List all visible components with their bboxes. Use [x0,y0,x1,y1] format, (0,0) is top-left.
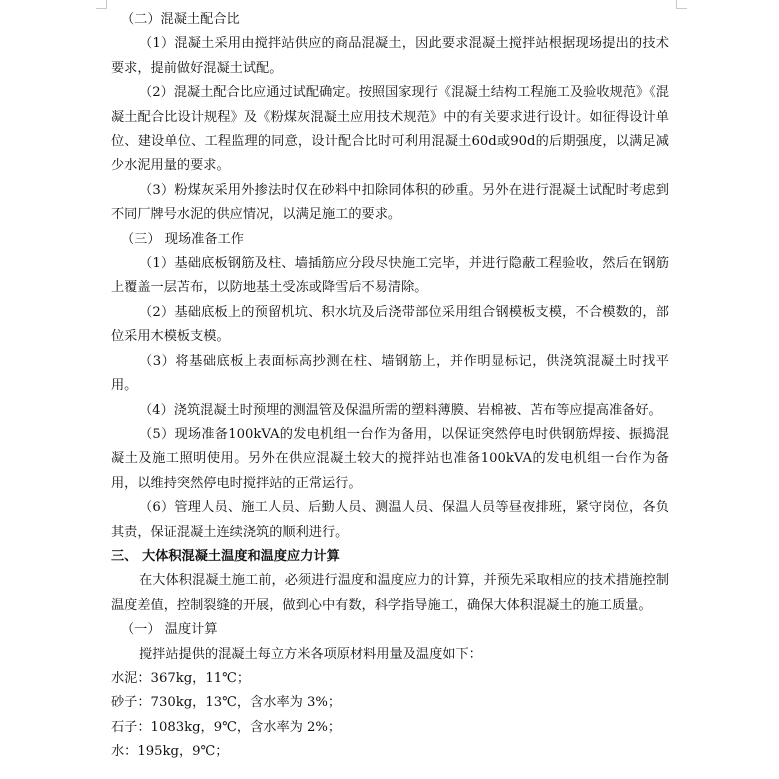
paragraph-mix-3: （3）粉煤灰采用外掺法时仅在砂料中扣除同体积的砂重。另外在进行混凝土试配时考虑到不同厂牌号水泥的供应情况，以满足施工的要求。 [111,182,669,223]
paragraph-temperature-intro: 在大体积混凝土施工前，必须进行温度和温度应力的计算，并预先采取相应的技术措施控制温度差值，控制裂缝的开展，做到心中有数，科学指导施工，确保大体积混凝土的施工质量。 [111,573,669,613]
page-corner-mark-left [96,0,107,9]
material-line-sand: 砂子：730kg，13℃，含水率为 3%； [111,695,342,711]
page-corner-mark-right [676,0,687,9]
document-body [111,8,669,765]
paragraph-prep-6: （6）管理人员、施工人员、后勤人员、测温人员、保温人员等昼夜排班，紧守岗位，各负其责，保证混凝土连续浇筑的顺利进行。 [111,500,669,540]
paragraph-prep-4: （4）浇筑混凝土时预埋的测温管及保温所需的塑料薄膜、岩棉被、苫布等应提高准备好。 [139,402,662,418]
paragraph-prep-1: （1）基础底板钢筋及柱、墙插筋应分段尽快施工完毕，并进行隐蔽工程验收，然后在钢筋上覆盖一层苫布，以防地基土受冻或降雪后不易清除。 [111,256,669,296]
material-line-stone: 石子：1083kg，9℃，含水率为 2%； [111,719,342,735]
paragraph-materials-intro: 搅拌站提供的混凝土每立方米各项原材料用量及温度如下： [139,646,482,662]
section-heading-mix-ratio: （二）混凝土配合比 [121,12,240,27]
paragraph-prep-3: （3）将基础底板上表面标高抄测在柱、墙钢筋上，并作明显标记，供浇筑混凝土时找平用。 [111,353,669,394]
paragraph-prep-2: （2）基础底板上的预留机坑、积水坑及后浇带部位采用组合钢模板支模，不合模数的，部位采用木模板支模。 [111,304,669,345]
material-line-cement: 水泥：367kg，11℃； [111,670,251,686]
chapter-heading-temperature: 三、 大体积混凝土温度和温度应力计算 [111,548,340,564]
paragraph-mix-2: （2）混凝土配合比应通过试配确定。按照国家现行《混凝土结构工程施工及验收规范》《混凝土配合比设计规程》及《粉煤灰混凝土应用技术规范》中的有关要求进行设计。如征得设计单位、建设单位、工程监理的同意，设计配合比时可利用混凝土60d或90d的后期强度，以满足减少水泥用量的要求。 [111,85,669,174]
material-line-water: 水：195kg，9℃； [111,744,229,760]
section-heading-site-prep: （三） 现场准备工作 [121,231,244,247]
section-heading-temperature-calc: （一） 温度计算 [121,622,218,638]
paragraph-mix-1: （1）混凝土采用由搅拌站供应的商品混凝土，因此要求混凝土搅拌站根据现场提出的技术要求，提前做好混凝土试配。 [111,36,669,76]
paragraph-prep-5: （5）现场准备100kVA的发电机组一台作为备用，以保证突然停电时供钢筋焊接、振捣混凝土及施工照明使用。另外在供应混凝土较大的搅拌站也准备100kVA的发电机组一台作为备用，以维持突然停电时搅拌站的正常运行。 [111,426,669,491]
